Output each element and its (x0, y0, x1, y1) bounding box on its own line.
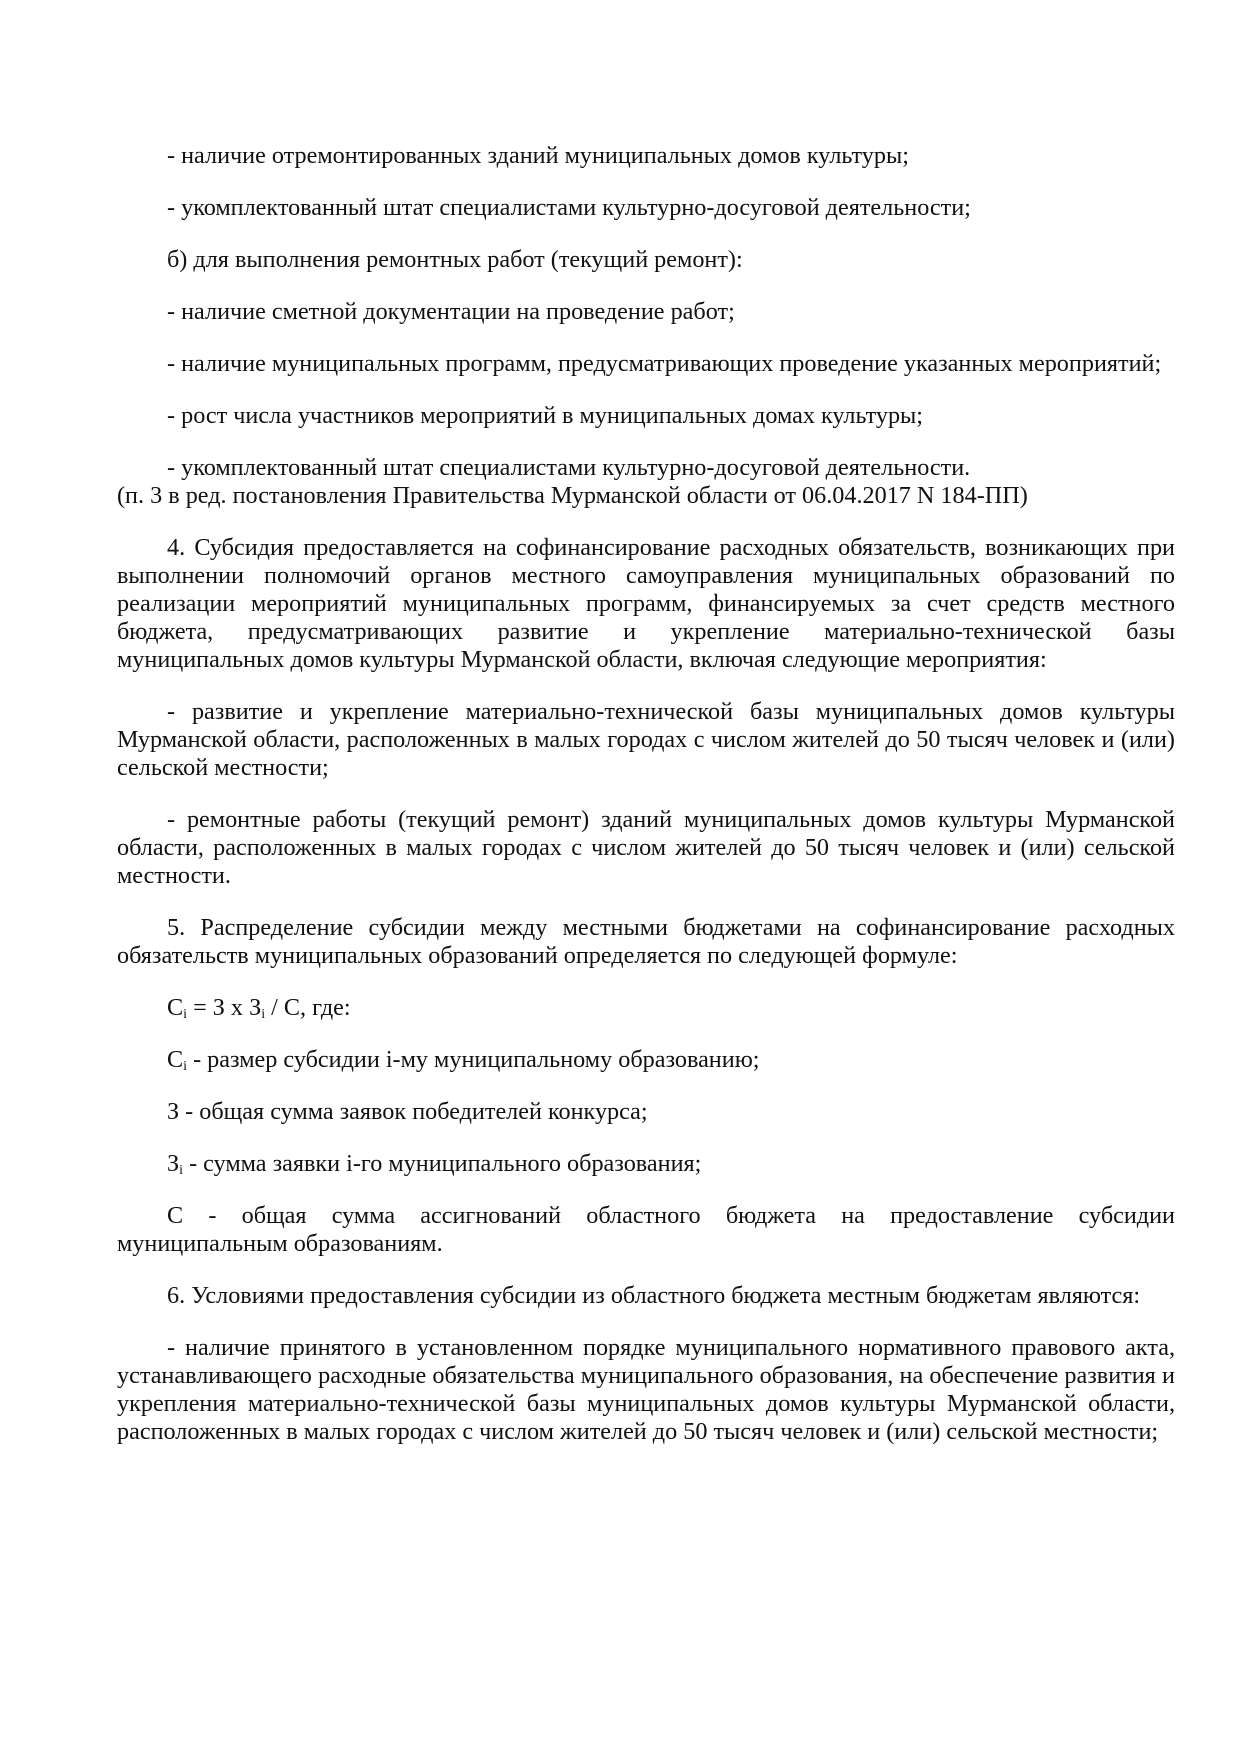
document-page (117, 142, 1175, 1470)
paragraph-staffing: - укомплектованный штат специалистами культурно-досуговой деятельности; (167, 194, 971, 221)
paragraph-municipal-programs: - наличие муниципальных программ, предусматривающих проведение указанных мероприятий; (167, 350, 1162, 377)
amendment-note: (п. 3 в ред. постановления Правительства Мурманской области от 06.04.2017 N 184-ПП) (117, 482, 1028, 509)
paragraph-development-item: - развитие и укрепление материально-технической базы муниципальных домов культуры Мурманской области, расположенных в малых городах с числом жителей до 50 тысяч человек и (или) сельской местности; (117, 698, 1175, 781)
paragraph-participants-growth: - рост числа участников мероприятий в муниципальных домах культуры; (167, 402, 924, 429)
definition-z: З - общая сумма заявок победителей конкурса; (167, 1098, 648, 1125)
paragraph-estimate-docs: - наличие сметной документации на проведение работ; (167, 298, 735, 325)
paragraph-section-4: 4. Субсидия предоставляется на софинансирование расходных обязательств, возникающих при выполнении полномочий органов местного самоуправления муниципальных образований по реализации мероприятий муниципальных программ, финансируемых за счет средств местного бюджета, предусматривающих развитие и укрепление материально-технической базы муниципальных домов культуры Мурманской области, включая следующие мероприятия: (117, 534, 1175, 673)
paragraph-section-5: 5. Распределение субсидии между местными бюджетами на софинансирование расходных обязательств муниципальных образований определяется по следующей формуле: (117, 914, 1175, 969)
formula: $C_i = З$ x $З_i$ / С, где: (167, 994, 351, 1022)
definition-c: С - общая сумма ассигнований областного бюджета на предоставление субсидии муниципальным образованиям. (117, 1202, 1175, 1257)
definition-ci: $C_i$ - размер субсидии i-му муниципальному образованию; (167, 1046, 760, 1074)
paragraph-normative-act: - наличие принятого в установленном порядке муниципального нормативного правового акта, устанавливающего расходные обязательства муниципального образования, на обеспечение развития и укрепления материально-технической базы муниципальных домов культуры Мурманской области, расположенных в малых городах с числом жителей до 50 тысяч человек и (или) сельской местности; (117, 1334, 1175, 1445)
paragraph-renovated-buildings: - наличие отремонтированных зданий муниципальных домов культуры; (167, 142, 909, 169)
paragraph-repair-works-heading: б) для выполнения ремонтных работ (текущий ремонт): (167, 246, 743, 273)
paragraph-repair-item: - ремонтные работы (текущий ремонт) зданий муниципальных домов культуры Мурманской области, расположенных в малых городах с числом жителей до 50 тысяч человек и (или) сельской местности. (117, 806, 1175, 889)
paragraph-staffing-final: - укомплектованный штат специалистами культурно-досуговой деятельности. (167, 454, 971, 481)
definition-zi: $З_i$ - сумма заявки i-го муниципального образования; (167, 1150, 702, 1178)
paragraph-section-6: 6. Условиями предоставления субсидии из областного бюджета местным бюджетам являются: (167, 1282, 1141, 1309)
